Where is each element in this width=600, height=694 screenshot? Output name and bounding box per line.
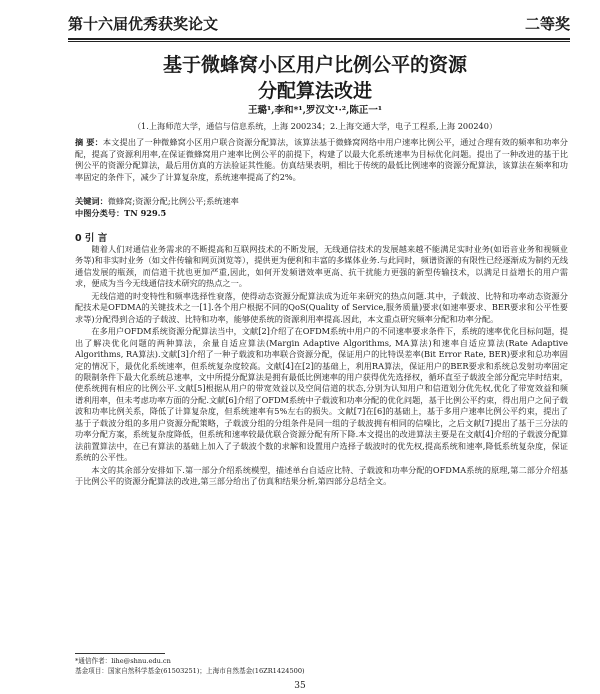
- classification-label: 中图分类号：: [75, 208, 125, 218]
- author-list: 王璐¹,李和*¹,罗汉文¹·²,陈正一¹: [247, 105, 382, 116]
- affiliation: （1.上海师范大学，通信与信息系统，上海 200234；2.上海交通大学，电子工程系,上海 200240）: [132, 121, 498, 131]
- abstract-label: 摘 要：: [75, 137, 103, 147]
- footnote: [75, 657, 568, 676]
- header-rule: [68, 38, 570, 40]
- footnote-funding: 基金项目：国家自然科学基金(61503251)；上海市自然基金(16ZR1424500): [75, 666, 305, 675]
- running-head-left: 第十六届优秀获奖论文: [68, 15, 219, 33]
- section-body: [75, 244, 568, 489]
- page-number: 35: [294, 681, 306, 691]
- section-heading: 0 引 言: [75, 233, 108, 244]
- footnote-contact: *通信作者：lihe@shnu.edu.cn: [75, 657, 171, 665]
- header-rule-thin: [68, 41, 570, 42]
- paper-title-line1: 基于微蜂窝小区用户比例公平的资源: [162, 54, 467, 76]
- abstract: [75, 137, 568, 183]
- paper-title-line2: 分配算法改进: [257, 80, 372, 102]
- running-head: [68, 12, 570, 34]
- keywords: [75, 196, 568, 207]
- footnote-rule: [75, 653, 165, 654]
- keywords-text: 微蜂窝;资源分配;比例公平;系统速率: [107, 196, 239, 206]
- paragraph: 随着人们对通信业务需求的不断提高和互联网技术的不断发展，无线通信技术的发展越来越不能满足实时业务(如语音业务和视频业务等)和非实时业务（如文件传输和网页浏览等），提供更为便利和丰富的多媒体业务.与此同时，频谱资源的有限性已经逐渐成为制约无线通信发展的瓶颈，而信道干扰也更加严重,因此，如何开发频谱效率更高、抗干扰能力更强的新型传输技术，以满足日益增长的用户需求，便成为当今无线通信技术研究的热点之一。: [75, 244, 568, 289]
- abstract-text: 本文提出了一种微蜂窝小区用户联合资源分配算法，该算法基于微蜂窝网络中用户速率比例公平，通过合理有效的频率和功率分配，提高了资源利用率,在保证微蜂窝用户速率比例公平的前提下，构建了以最大化系统速率为目标优化问题。提出了一种改进的基于比例公平的资源分配算法，最后用仿真的方法验证其性能。仿真结果表明，相比于传统的最低比例速率的资源分配算法，该算法在频率和功率固定的条件下，减少了计算复杂度，系统速率提高了约2%。: [75, 137, 568, 182]
- paragraph: 本文的其余部分安排如下.第一部分介绍系统模型，描述单台自适应比特、子载波和功率分配的OFDMA系统的原理,第二部分介绍基于比例公平的资源分配算法的改进,第三部分给出了仿真和结果分析,第四部分总结全文。: [75, 464, 568, 487]
- paragraph: 无线信道的时变特性和频率选择性衰落，使得动态资源分配算法成为近年来研究的热点问题.其中，子载波、比特和功率动态资源分配技术是OFDMA的关键技术之一[1].各个用户根据不同的QoS(Quality of Service,服务质量)要求(如速率要求、BER要求和公平性要求等)分配得到合适的子载波、比特和功率，能够使系统的资源利用率提高.因此，本文重点研究频率分配和功率分配。: [75, 290, 568, 324]
- keywords-label: 关键词：: [75, 196, 108, 206]
- classification: [75, 208, 568, 219]
- running-head-right: 二等奖: [524, 15, 570, 33]
- classification-code: TN 929.5: [124, 208, 167, 218]
- paragraph: 在多用户OFDM系统资源分配算法当中，文献[2]介绍了在OFDM系统中用户的不同速率要求条件下，系统的速率优化目标问题，提出了解决优化问题的两种算法，余量自适应算法(Margin Adaptive Algorithms, MA算法)和速率自适应算法(Rate Adaptive Algorithms, RA算法).文献[3]介绍了一种子载波和功率联合资源分配，保证用户的比特误差率(Bit Error Rate, BER)要求和总功率固定的情况下，最优化系统速率，但系统复杂度较高。文献[4]在[2]的基础上，利用RA算法，保证用户的BER要求和系统总发射功率固定的限制条件下最大化系统总速率，文中所提分配算法是拥有最低比例速率的用户获得优先选择权，循环直至子载波全部分配完毕时结束，使系统拥有相应的比例公平.文献[5]根据从用户的带宽效益以及空间信道的状态,分别为认知用户和信道划分优先权,优化了带宽效益和频谱利用率，但未考虑功率方面的分配.文献[6]介绍了OFDM系统中子载波和功率分配的优化问题，基于比例公平约束，得出用户之间子载波和功率比例关系，降低了计算复杂度，但系统速率有5%左右的损失。文献[7]在[6]的基础上，基于多用户速率比例公平约束，提出了基于子载波分组的多用户资源分配策略，子载波分组的分组条件是同一组的子载波拥有相同的信噪比，之后文献[7]提出了基于三分法的功率分配方案，系统复杂度降低，但系统和速率较最优联合资源分配有所下降.本文提出的改进算法主要是在文献[4]介绍的子载波分配算法前置算法中，在已有算法的基础上加入了子载波个数的求解和设置用户选择子载波时的优先权,提高系统和速率,降低系统复杂度，保证系统的公平性。: [75, 326, 568, 463]
